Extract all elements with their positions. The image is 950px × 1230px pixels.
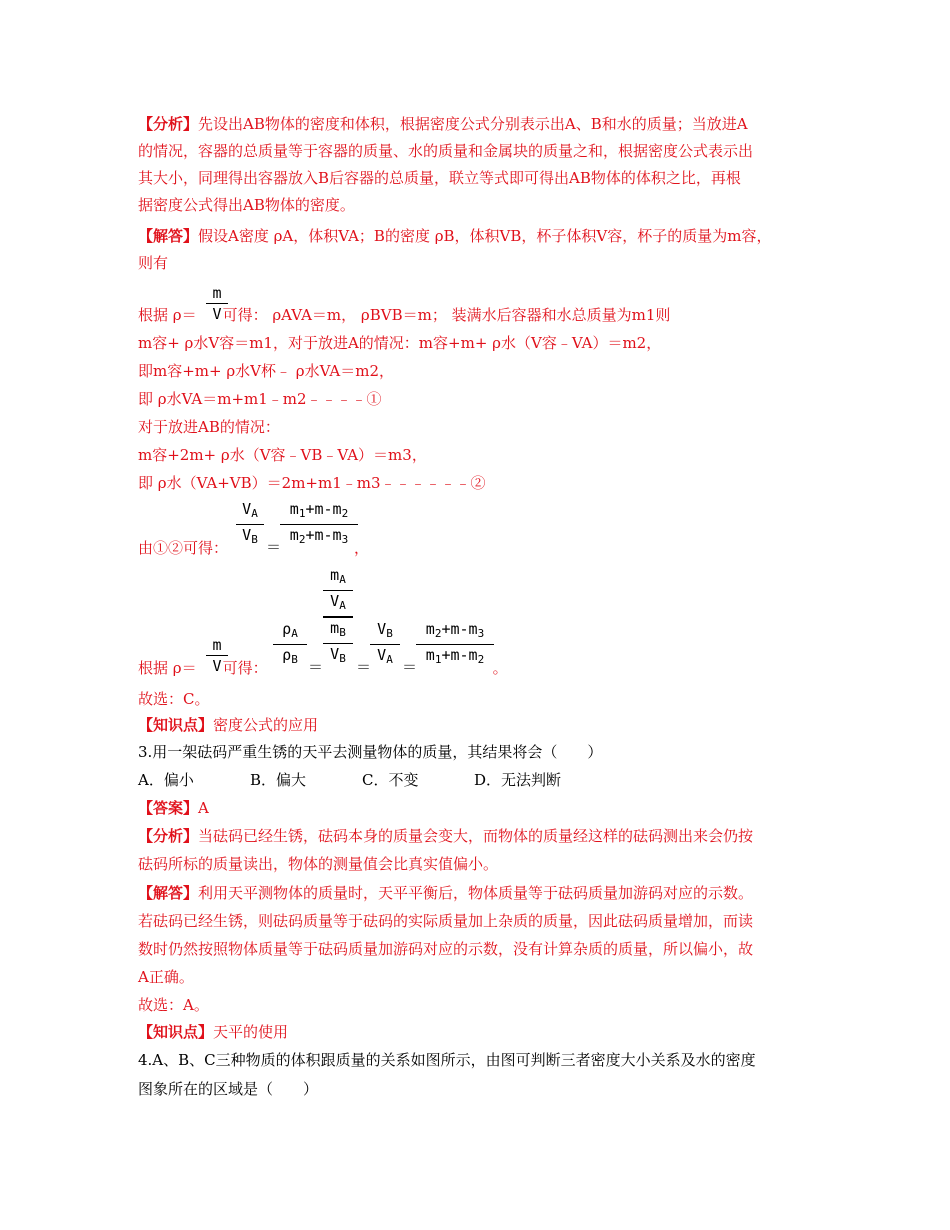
solution-line: 即 ρ水（VA+VB）＝2m+m1﹣m3﹣﹣﹣﹣﹣﹣② [138,474,486,492]
solution-line: 由①②可得： ， [138,539,370,557]
answer-line: 【答案】A [138,799,209,817]
mass-ratio-fraction: $m_2+m-m_3$ $m_1+m-m_2$ [416,620,494,669]
question-stem: 3.用一架砝码严重生锈的天平去测量物体的质量，其结果将会（ ） [138,743,603,761]
equals-sign: ＝ [266,539,282,556]
compound-fraction: $m_A$ $V_A$ $m_B$ $V_B$ [323,566,353,668]
solution-choice: 故选：A。 [138,996,209,1014]
mass-ratio-fraction: $m_1+m-m_2$ $m_2+m-m_3$ [280,500,358,549]
solution-line: 若砝码已经生锈，则砝码质量等于砝码的实际质量加上杂质的质量，因此砝码质量增加，而读 [138,912,754,930]
solution-line: m容+ ρ水V容＝m1，对于放进A的情况：m容+m+ ρ水（V容﹣VA）＝m2， [138,334,662,352]
knowledge-point: 【知识点】天平的使用 [138,1023,289,1041]
equals-sign: ＝ [356,659,372,676]
option-d: D．无法判断 [474,771,562,789]
analysis-line: 其大小，同理得出容器放入B后容器的总质量，联立等式即可得出AB物体的体积之比，再根 [138,169,741,187]
density-ratio-fraction: $\rho_A$ $\rho_B$ [273,620,307,669]
volume-ratio-fraction: $V_A$ $V_B$ [236,500,264,549]
analysis-line: 的情况，容器的总质量等于容器的质量、水的质量和金属块的质量之和，根据密度公式表示出 [138,142,754,160]
solution-line: 【解答】利用天平测物体的质量时，天平平衡后，物体质量等于砝码质量加游码对应的示数。 [138,884,754,902]
solution-tag: 【解答】 [138,227,199,245]
question-options [138,770,561,790]
question-stem: 4.A、B、C三种物质的体积跟质量的关系如图所示，由图可判断三者密度大小关系及水的密度 [138,1051,756,1069]
knowledge-point: 【知识点】密度公式的应用 [138,716,319,734]
solution-line: 根据 ρ＝ 可得： ρAVA＝m， ρBVB＝m； 装满水后容器和水总质量为m1则 [138,306,671,324]
solution-line: A正确。 [138,968,194,986]
equals-sign: ＝ [402,659,418,676]
solution-line: m容+2m+ ρ水（V容﹣VB﹣VA）＝m3， [138,446,427,464]
solution-line: 数时仍然按照物体质量等于砝码质量加游码对应的示数，没有计算杂质的质量，所以偏小，故 [138,940,754,958]
analysis-line: 据密度公式得出AB物体的密度。 [138,196,355,214]
analysis-line: 砝码所标的质量读出，物体的测量值会比真实值偏小。 [138,855,499,873]
solution-line: 即 ρ水VA＝m+m1﹣m2﹣﹣﹣﹣① [138,390,382,408]
solution-line: 则有 [138,254,169,272]
analysis-line: 【分析】当砝码已经生锈，砝码本身的质量会变大，而物体的质量经这样的砝码测出来会仍按 [138,827,754,845]
solution-line: 即m容+m+ ρ水V杯﹣ ρ水VA＝m2， [138,362,395,380]
analysis-line: 【分析】先设出AB物体的密度和体积，根据密度公式分别表示出A、B和水的质量；当放进A [138,115,748,133]
analysis-tag: 【分析】 [138,115,199,133]
option-a: A．偏小 [138,771,194,789]
solution-choice: 故选：C。 [138,690,210,708]
solution-line: 根据 ρ＝ 可得： 。 [138,659,508,677]
density-fraction: m V [206,284,228,323]
option-c: C．不变 [362,771,419,789]
equals-sign: ＝ [308,659,324,676]
solution-line: 【解答】假设A密度 ρA，体积VA；B的密度 ρB，体积VB，杯子体积V容，杯子的质量为m容， [138,227,772,245]
option-b: B．偏大 [250,771,307,789]
solution-line: 对于放进AB的情况： [138,418,280,436]
volume-ratio-fraction: $V_B$ $V_A$ [370,620,400,669]
density-fraction: m V [206,636,228,675]
question-stem: 图象所在的区域是（ ） [138,1080,319,1098]
